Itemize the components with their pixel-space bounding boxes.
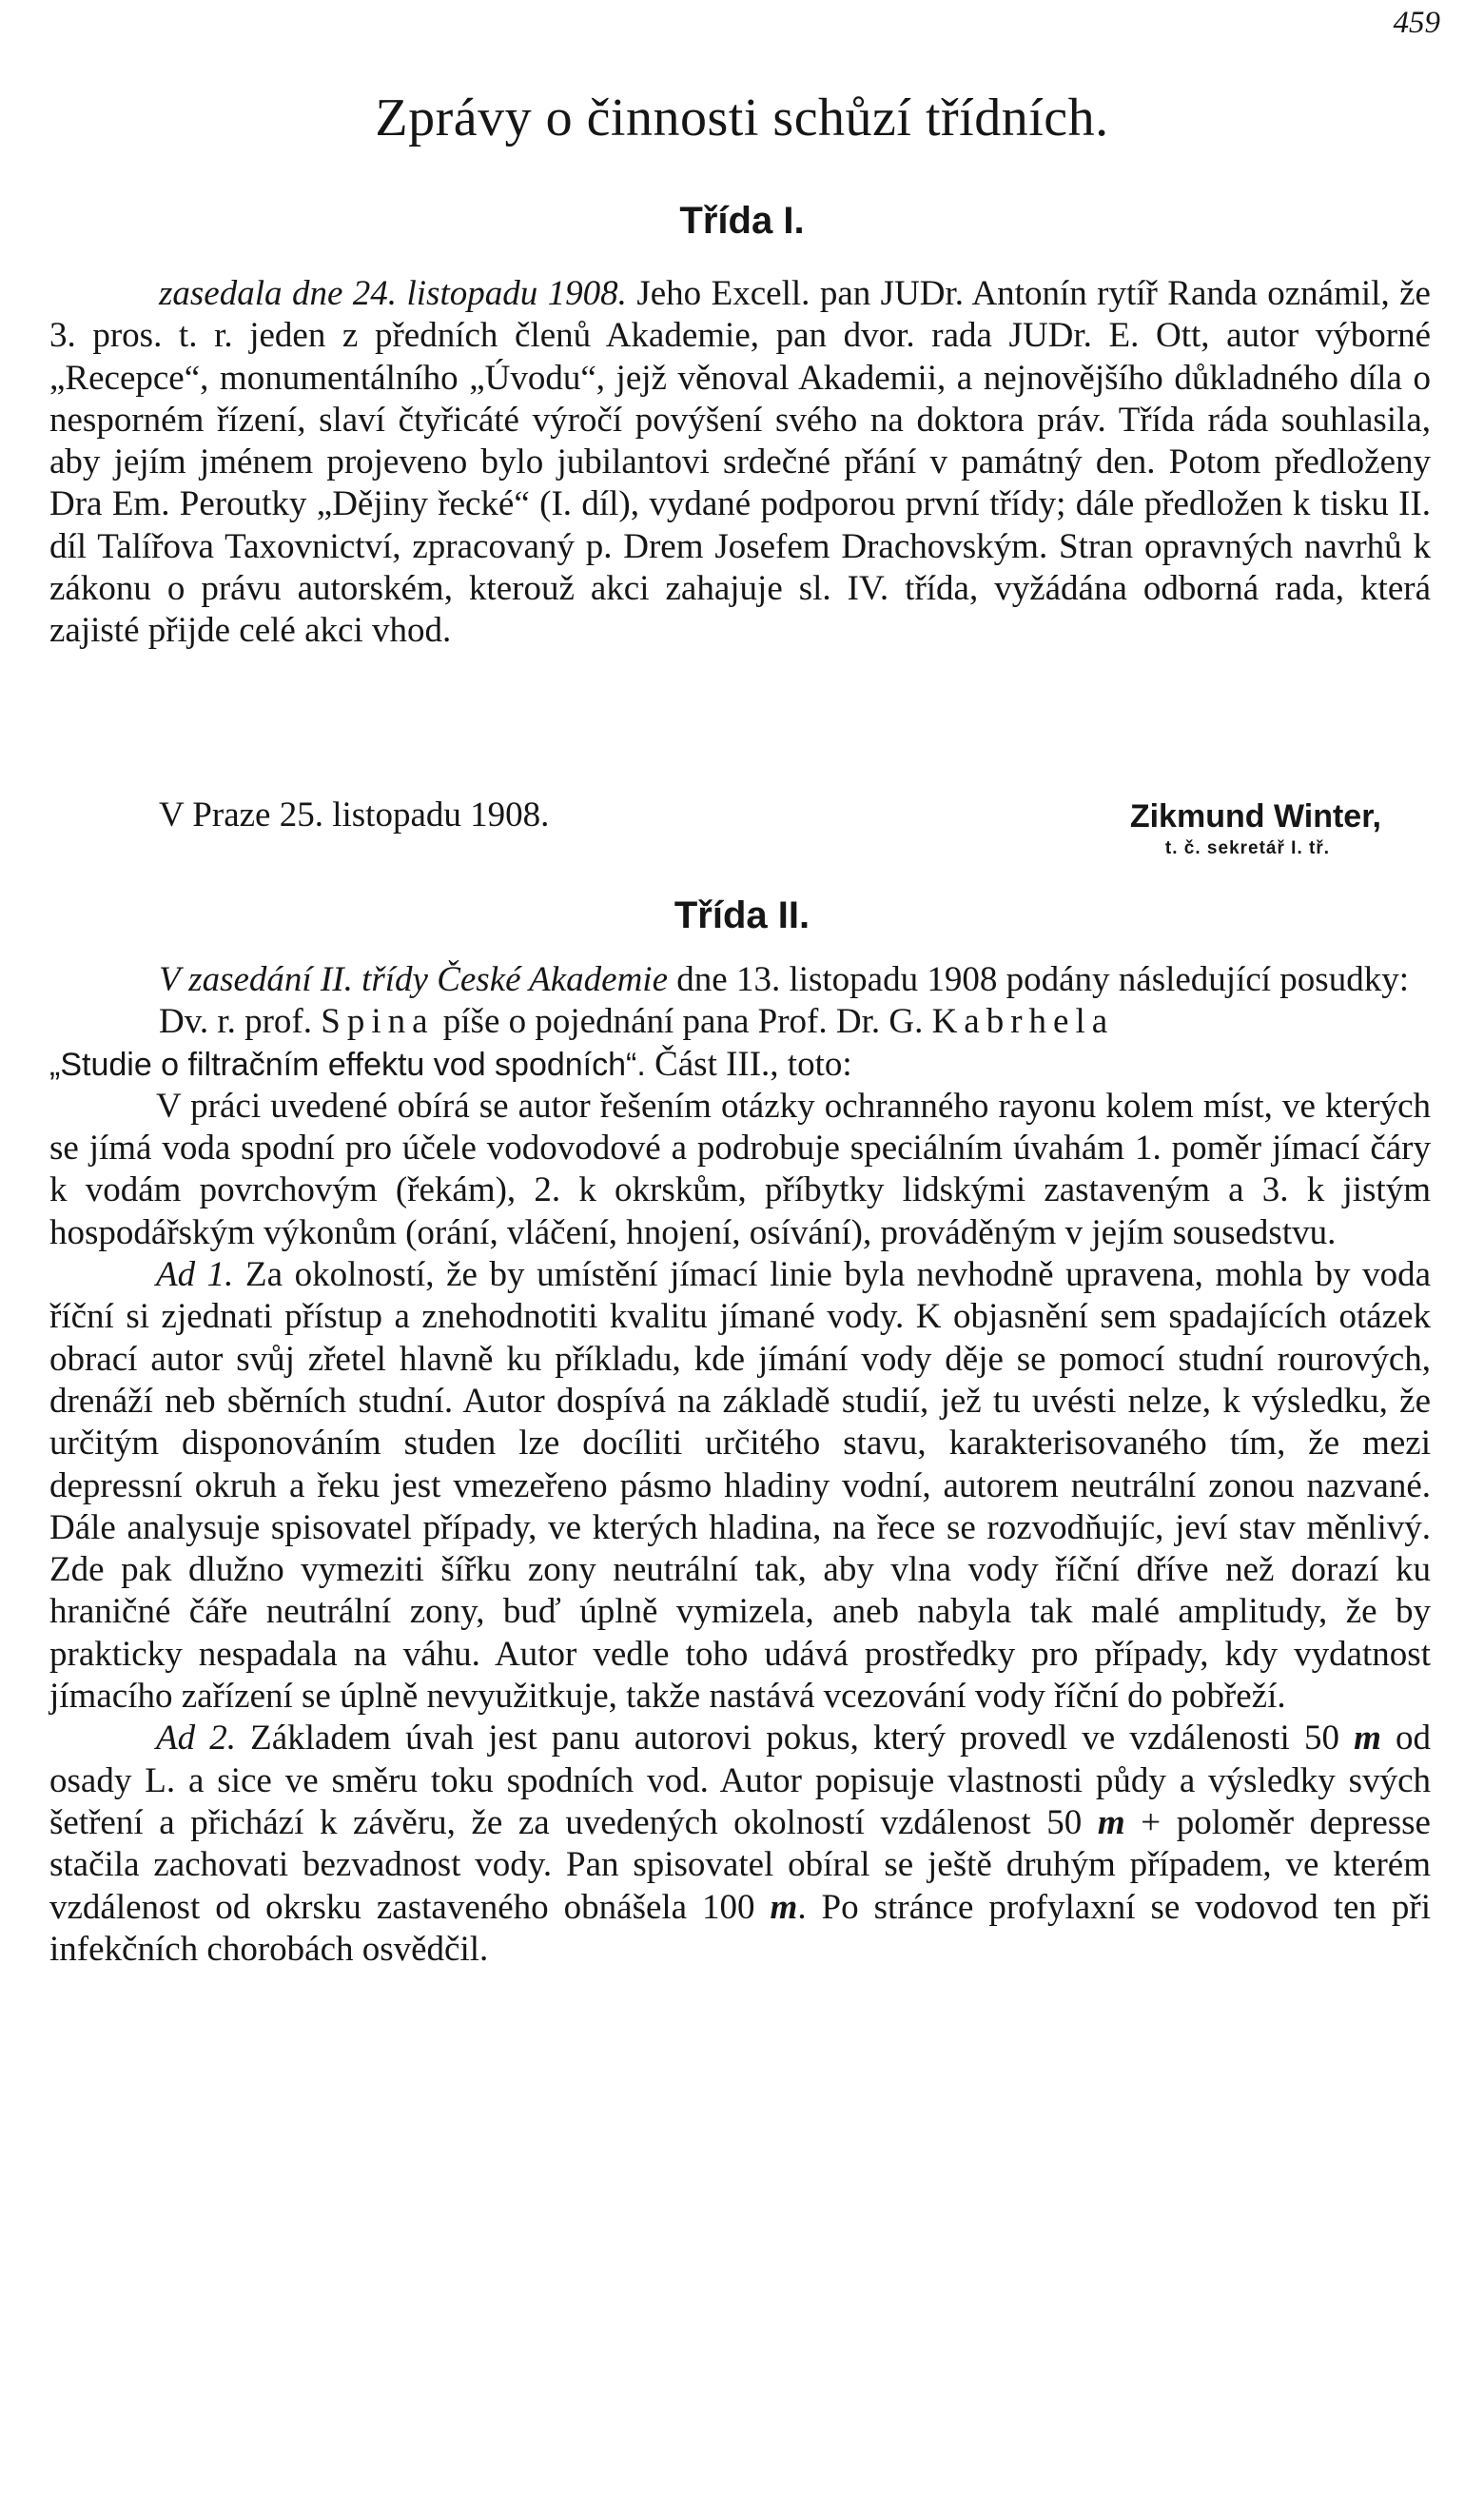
page-title: Zprávy o činnosti schůzí třídních. [375,88,1109,147]
review-author: Dv. r. prof. [159,1002,322,1042]
section-heading-class-1: Třída I. [679,200,805,242]
section-2-body [49,959,1431,1971]
unit-m: m [1354,1719,1381,1758]
ad2-label: Ad 2. [156,1719,236,1758]
review-paragraph-1: V práci uvedené obírá se autor řešením otázky ochranného rayonu kolem míst, ve kterých se jímá voda spodní pro účele vodovodové a podrobuje speciálním úvahám 1. poměr jímací čáry k vodám povrchovým (řekám), 2. k okrskům, příbytky lidskými zastaveným a 3. k jistým hospodářským výkonům (orání, vláčení, hnojení, osívání), prováděným v jejím sousedstvu. [49,1086,1431,1252]
study-part: Část III., toto: [645,1044,852,1084]
ad2-text-d: . Po stránce profylaxní se vodovod ten při infekčních chorobách osvědčil. [49,1887,1432,1969]
ad2-text-b: od osady L. a sice ve směru toku spodních vod. Autor popisuje vlastnosti půdy a výsledky svých šetření a přichází k závěru, že za uvedených okolností vzdálenost 50 [49,1719,1431,1842]
page-number: 459 [1393,6,1440,40]
section-1-body [49,273,1431,653]
meeting-date: zasedala dne 24. listopadu 1908. [159,274,627,313]
ad1-text: Za okolností, že by umístění jímací linie byla nevhodně upravena, mohla by voda říční si zjednati přístup a znehodnotiti kvalitu jímané vody. K objasnění sem spadajících otázek obrací autor svůj zřetel hlavně ku příkladu, kde jímání vody děje se pomocí studní rourových, drenáží neb sběrních studní. Autor dospívá na základě studií, jež tu uvésti nelze, k výsledku, že určitým disponováním studen lze docíliti určitého stavu, karakterisovaného tím, že mezi depressní okruh a řeku jest vmezeřeno pásmo hladiny vodní, autorem neutrální zonou nazvané. Dále analysuje spisovatel případy, ve kterých hladina, na řece se rozvodňujíc, jeví stav měnlivý. Zde pak dlužno vymeziti šířku zony neutrální tak, aby vlna vody říční dříve než dorazí ku hraničné čáře neutrální zony, buď úplně vymizela, aneb nabyla tak malé amplitudy, že by prakticky nespadala na váhu. Autor vedle toho udává prostředky pro případy, kdy vydatnost jímacího zařízení se úplně nevyužitkuje, takže nastává vcezování vody říční do pobřeží. [49,1255,1432,1717]
review-author-name: Spina [321,1002,435,1042]
unit-m: m [770,1887,798,1927]
section-1-text: Jeho Excell. pan JUDr. Antonín rytíř Randa oznámil, že 3. pros. t. r. jeden z předních členů Akademie, pan dvor. rada JUDr. E. Ott, autor výborné „Recepce“, monumentálního „Úvodu“, jejž věnoval Akademii, a nejnovějšího důkladného díla o nesporném řízení, slaví čtyřicáté výročí povýšení svého na doktora práv. Třída ráda souhlasila, aby jejím jménem projeveno bylo jubilantovi srdečné přání v památný den. Potom předloženy Dra Em. Peroutky „Dějiny řecké“ (I. díl), vydané podporou první třídy; dále předložen k tisku II. díl Talířova Taxovnictví, zpracovaný p. Drem Josefem Drachovským. Stran opravných navrhů k zákonu o právu autorském, kterouž akci zahajuje sl. IV. třída, vyžádána odborná rada, která zajisté přijde celé akci vhod. [49,274,1431,651]
review-paragraph-ad2 [49,1718,1431,1971]
study-title: „Studie o filtračním effektu vod spodních“. [49,1046,646,1083]
place-date: V Praze 25. listopadu 1908. [159,796,550,835]
review-subject-name: Kabrhela [931,1002,1115,1042]
ad2-text-a: Základem úvah jest panu autorovi pokus, který provedl ve vzdálenosti 50 [235,1719,1355,1758]
signature-name: Zikmund Winter, [1129,798,1381,835]
review-mid: píše o pojednání pana Prof. Dr. G. [434,1002,932,1042]
review-header [49,1001,1431,1086]
session-label: V zasedání II. třídy České Akademie [159,960,669,999]
section-1-paragraph [49,273,1431,653]
ad1-label: Ad 1. [156,1255,234,1295]
intro-rest: dne 13. listopadu 1908 podány následující posudky: [668,960,1409,999]
signature-role: t. č. sekretář I. tř. [1164,838,1330,858]
unit-m: m [1097,1802,1125,1842]
section-2-intro [49,959,1431,1001]
ad2-text-c: + poloměr depresse stačila zachovati bezvadnost vody. Pan spisovatel obíral se ještě druhým případem, ve kterém vzdálenost od okrsku zastaveného obnášela 100 [49,1802,1431,1927]
review-paragraph-ad1 [49,1254,1431,1718]
section-heading-class-2: Třída II. [674,894,810,936]
